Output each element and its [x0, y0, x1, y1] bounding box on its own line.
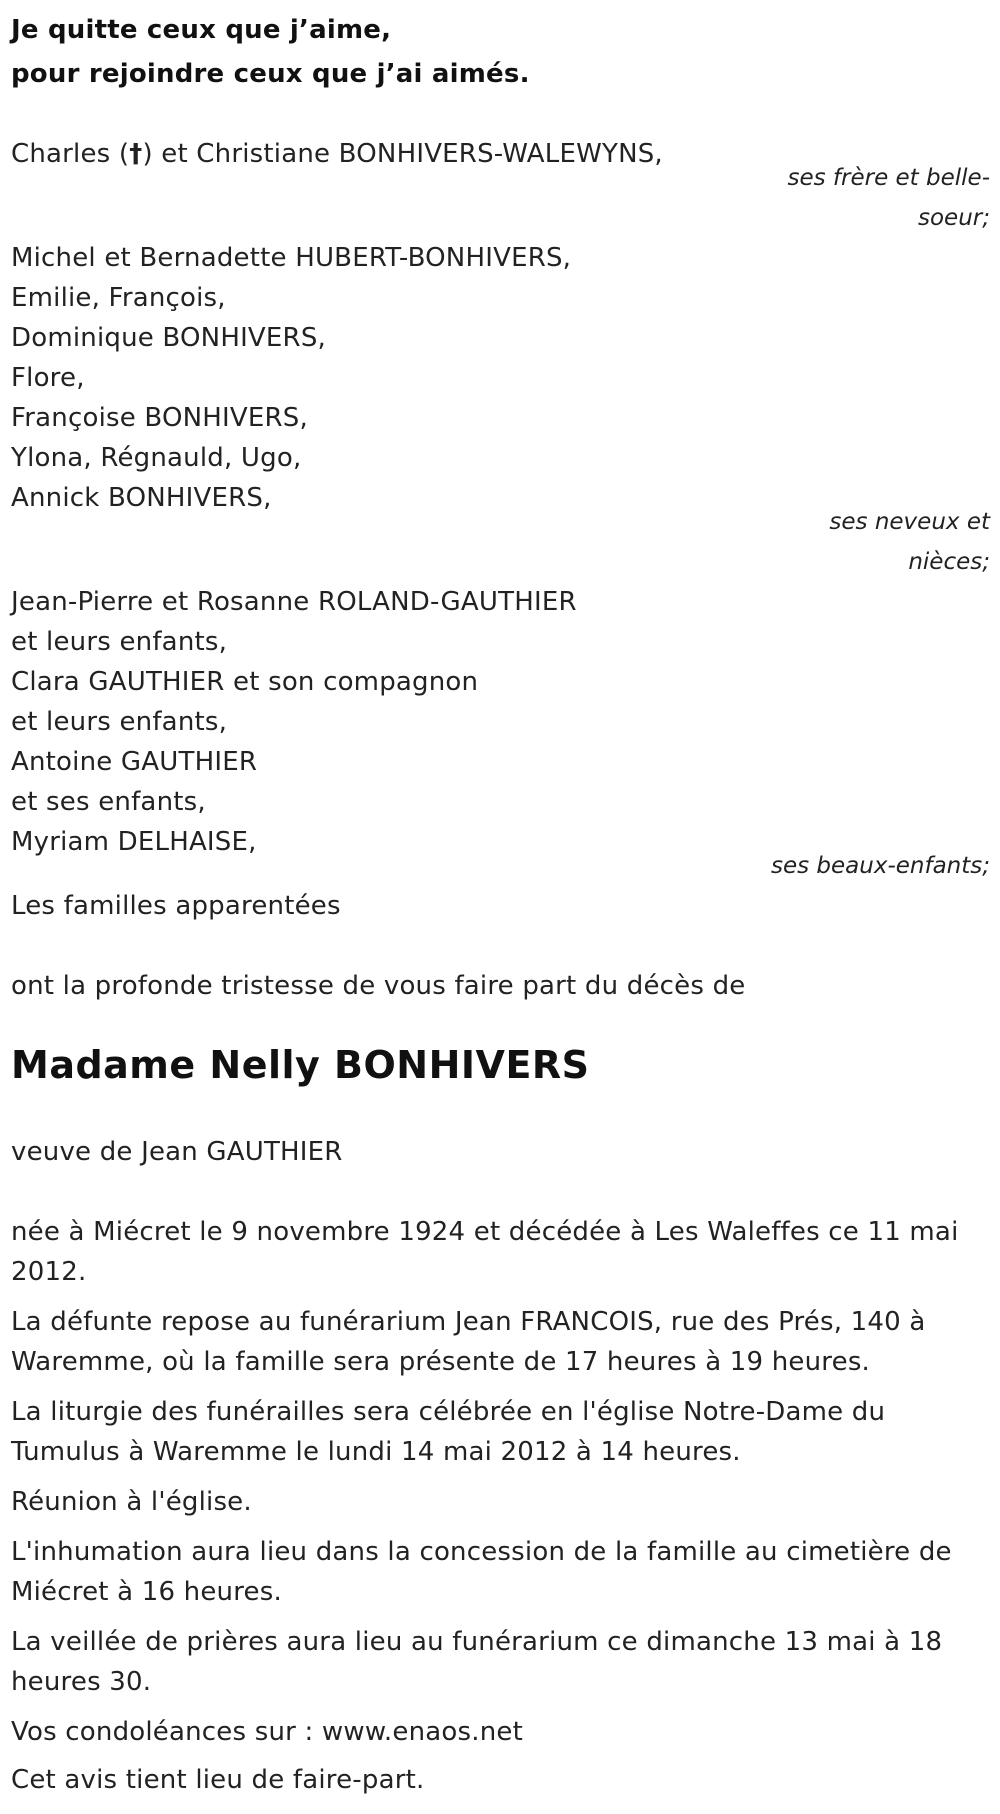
notice-line: Cet avis tient lieu de faire-part.: [11, 1765, 425, 1795]
group2-line: Françoise BONHIVERS,: [11, 403, 308, 433]
quote-line-2: pour rejoindre ceux que j’ai aimés.: [11, 59, 530, 89]
group1-relation-line-2: soeur;: [918, 205, 990, 231]
repose-line-1: La défunte repose au funérarium Jean FRANCOIS, rue des Prés, 140 à: [11, 1307, 926, 1337]
repose-line-2: Waremme, où la famille sera présente de 17 heures à 19 heures.: [11, 1347, 871, 1377]
burial-line-1: L'inhumation aura lieu dans la concession de la famille au cimetière de: [11, 1537, 952, 1567]
group3-line: et leurs enfants,: [11, 707, 228, 737]
deceased-name: Madame Nelly BONHIVERS: [11, 1043, 590, 1087]
group3-line: Myriam DELHAISE,: [11, 827, 257, 857]
families-line: Les familles apparentées: [11, 891, 341, 921]
birth-death-line-1: née à Miécret le 9 novembre 1924 et décédée à Les Waleffes ce 11 mai: [11, 1217, 959, 1247]
vigil-line-2: heures 30.: [11, 1667, 152, 1697]
vigil-line-1: La veillée de prières aura lieu au funérarium ce dimanche 13 mai à 18: [11, 1627, 943, 1657]
announcement-line: ont la profonde tristesse de vous faire part du décès de: [11, 971, 746, 1001]
group2-relation-line-1: ses neveux et: [829, 509, 990, 535]
group2-line: Ylona, Régnauld, Ugo,: [11, 443, 302, 473]
meeting-line: Réunion à l'église.: [11, 1487, 252, 1517]
quote-line-1: Je quitte ceux que j’aime,: [11, 15, 392, 45]
group3-line: et leurs enfants,: [11, 627, 228, 657]
cross-icon: †: [129, 139, 143, 169]
burial-line-2: Miécret à 16 heures.: [11, 1577, 282, 1607]
group2-relation-line-2: nièces;: [908, 549, 990, 575]
group3-line: Antoine GAUTHIER: [11, 747, 258, 777]
group2-line: Emilie, François,: [11, 283, 226, 313]
liturgy-line-2: Tumulus à Waremme le lundi 14 mai 2012 à 14 heures.: [11, 1437, 741, 1467]
group3-line: et ses enfants,: [11, 787, 206, 817]
group1-members: [11, 134, 663, 174]
group1-members-pre: Charles (: [11, 139, 130, 169]
liturgy-line-1: La liturgie des funérailles sera célébrée en l'église Notre-Dame du: [11, 1397, 886, 1427]
group3-relation: ses beaux-enfants;: [770, 853, 990, 879]
group1-members-post: ) et Christiane BONHIVERS-WALEWYNS,: [142, 139, 663, 169]
group2-line: Annick BONHIVERS,: [11, 483, 272, 513]
birth-death-line-2: 2012.: [11, 1257, 87, 1287]
condolences-line: Vos condoléances sur : www.enaos.net: [11, 1717, 523, 1747]
group1-relation-line-1: ses frère et belle-: [787, 165, 990, 191]
group2-line: Dominique BONHIVERS,: [11, 323, 326, 353]
group3-line: Clara GAUTHIER et son compagnon: [11, 667, 479, 697]
group3-line: Jean-Pierre et Rosanne ROLAND-GAUTHIER: [11, 587, 577, 617]
group2-line: Michel et Bernadette HUBERT-BONHIVERS,: [11, 243, 572, 273]
group2-line: Flore,: [11, 363, 85, 393]
widow-of-line: veuve de Jean GAUTHIER: [11, 1137, 343, 1167]
